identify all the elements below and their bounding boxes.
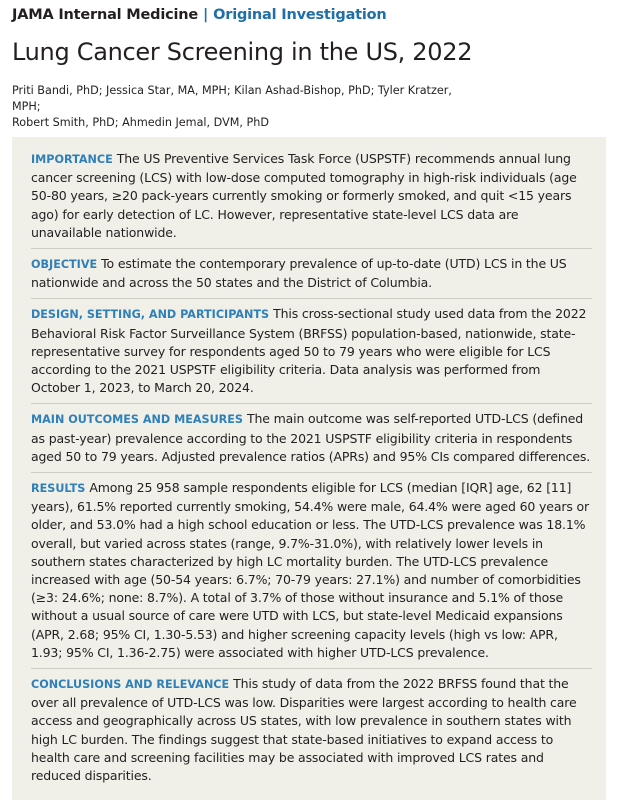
outcomes-label: MAIN OUTCOMES AND MEASURES [31, 413, 243, 427]
abstract-results [31, 479, 592, 662]
abstract-design [31, 305, 592, 397]
objective-text: To estimate the contemporary prevalence of up-to-date (UTD) LCS in the US nationwide and across the 50 states and the District of Columbia. [31, 256, 567, 291]
journal-line [12, 6, 602, 24]
article-title: Lung Cancer Screening in the US, 2022 [12, 38, 473, 66]
authors-line-1: Priti Bandi, PhD; Jessica Star, MA, MPH; Kilan Ashad-Bishop, PhD; Tyler Kratzer, MPH; [12, 84, 452, 113]
conclusions-text: This study of data from the 2022 BRFSS found that the over all prevalence of UTD-LCS was low. Disparities were largest according to health care access and geographically across US states, with low prevalence in southern states with high LC burden. The findings suggest that state-based initiatives to expand access to health care and screening facilities may be associated with improved LCS rates and reduced disparities. [31, 676, 577, 784]
author-list [12, 83, 482, 131]
header-separator: | [203, 7, 209, 23]
importance-text: The US Preventive Services Task Force (USPSTF) recommends annual lung cancer screening (LCS) with low-dose computed tomography in high-risk individuals (age 50-80 years, ≥20 pack-years currently smoking or formerly smoked, and quit <15 years ago) for early detection of LC. However, representative state-level LCS data are unavailable nationwide. [31, 151, 577, 240]
section-divider [31, 298, 592, 299]
abstract-importance [31, 150, 592, 242]
conclusions-label: CONCLUSIONS AND RELEVANCE [31, 678, 230, 692]
article-header [12, 6, 602, 131]
results-text: Among 25 958 sample respondents eligible for LCS (median [IQR] age, 62 [11] years), 61.5% reported currently smoking, 54.4% were male, 64.4% were aged 60 years or older, and 53.0% had a high school education or less. The UTD-LCS prevalence was 18.1% overall, but varied across states (range, 9.7%-31.0%), with relatively lower levels in southern states characterized by high LC mortality burden. The UTD-LCS prevalence increased with age (50-54 years: 6.7%; 70-79 years: 27.1%) and number of comorbidities (≥3: 24.6%; none: 8.7%). A total of 3.7% of those without insurance and 5.1% of those without a usual source of care were UTD with LCS, but state-level Medicaid expansions (APR, 2.68; 95% CI, 1.30-5.53) and higher screening capacity levels (high vs low: APR, 1.93; 95% CI, 1.36-2.75) were associated with higher UTD-LCS prevalence. [31, 480, 589, 660]
section-divider [31, 248, 592, 249]
design-label: DESIGN, SETTING, AND PARTICIPANTS [31, 308, 270, 322]
abstract-box [12, 137, 606, 800]
section-divider [31, 668, 592, 669]
results-label: RESULTS [31, 482, 86, 496]
section-divider [31, 403, 592, 404]
abstract-objective [31, 255, 592, 292]
abstract-outcomes [31, 410, 592, 466]
objective-label: OBJECTIVE [31, 258, 98, 272]
importance-label: IMPORTANCE [31, 153, 113, 166]
design-text: This cross-sectional study used data from the 2022 Behavioral Risk Factor Surveillance System (BRFSS) population-based, nationwide, state-representative survey for respondents aged 50 to 79 years who were eligible for LCS according to the 2021 USPSTF eligibility criteria. Data analysis was performed from October 1, 2023, to March 20, 2024. [31, 306, 587, 396]
journal-name: JAMA Internal Medicine [12, 7, 199, 23]
abstract-conclusions [31, 675, 592, 785]
article-section-label: Original Investigation [213, 7, 387, 23]
section-divider [31, 472, 592, 473]
authors-line-2: Robert Smith, PhD; Ahmedin Jemal, DVM, PhD [12, 116, 269, 129]
outcomes-text: The main outcome was self-reported UTD-LCS (defined as past-year) prevalence according to the 2021 USPSTF eligibility criteria in respondents aged 50 to 79 years. Adjusted prevalence ratios (APRs) and 95% CIs compared differences. [31, 411, 591, 464]
